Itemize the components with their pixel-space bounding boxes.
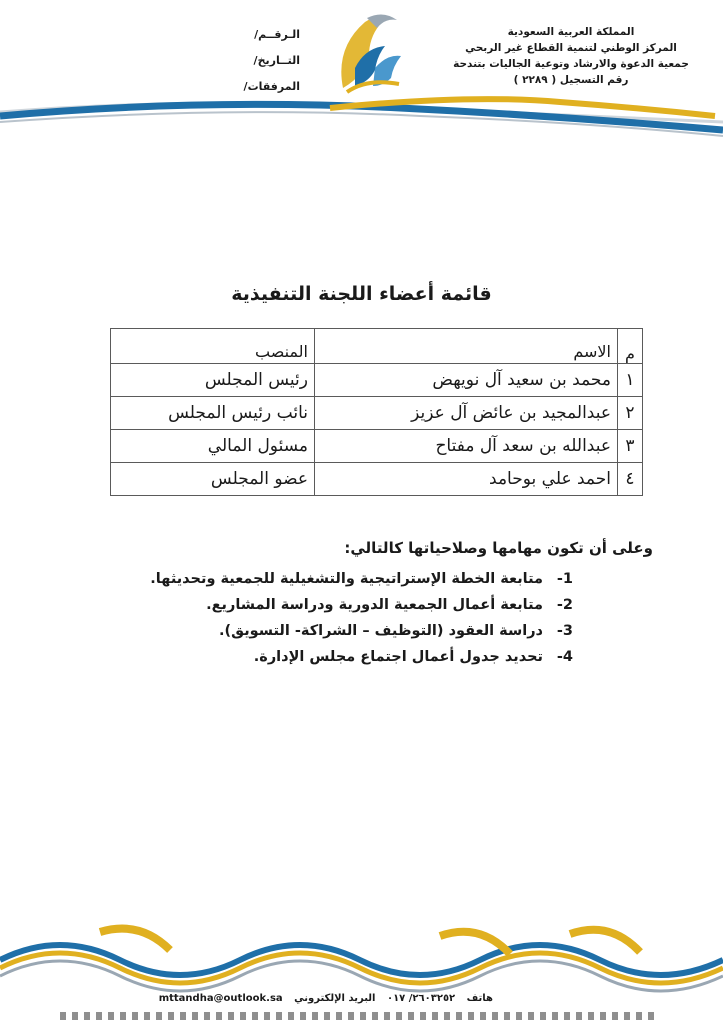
duties-intro: وعلى أن تكون مهامها وصلاحياتها كالتالي: <box>344 539 653 557</box>
table-row <box>111 364 643 397</box>
table-row <box>111 397 643 430</box>
reference-number-label: الـرقــم/ <box>254 28 300 41</box>
footer-wave-decoration <box>0 920 723 995</box>
row-number: ٤ <box>618 463 643 496</box>
document-meta <box>210 22 300 100</box>
item-text: دراسة العقود (التوظيف – الشراكة- التسويق). <box>219 623 543 639</box>
item-text: متابعة الخطة الإستراتيجية والتشغيلية للجمعية وتحديثها. <box>150 571 543 587</box>
organization-header <box>441 24 701 88</box>
header-position: المنصب <box>111 329 315 364</box>
header-number: م <box>618 329 643 364</box>
member-name: عبدالمجيد بن عائض آل عزيز <box>315 397 618 430</box>
attachments-label: المرفقات/ <box>243 80 300 93</box>
member-name: محمد بن سعيد آل نويهض <box>315 364 618 397</box>
item-number: 2- <box>556 597 573 613</box>
member-position: عضو المجلس <box>111 463 315 496</box>
list-item <box>150 566 573 592</box>
item-number: 3- <box>556 623 573 639</box>
footer-cut-line <box>60 1012 660 1020</box>
item-number: 1- <box>556 571 573 587</box>
item-number: 4- <box>556 649 573 665</box>
phone-number: ٢٦٠٣٢٥٢/ ٠١٧ <box>386 993 456 1004</box>
member-position: رئيس المجلس <box>111 364 315 397</box>
org-line: جمعية الدعوة والارشاد وتوعية الجاليات بتندحة <box>453 58 689 70</box>
item-text: متابعة أعمال الجمعية الدورية ودراسة المشاريع. <box>206 597 543 613</box>
org-line: المملكة العربية السعودية <box>507 26 635 38</box>
member-position: مسئول المالي <box>111 430 315 463</box>
date-label: التــاريخ/ <box>253 54 300 67</box>
list-item <box>150 618 573 644</box>
footer-contact <box>151 993 493 1004</box>
list-item <box>150 592 573 618</box>
member-name: عبدالله بن سعد آل مفتاح <box>315 430 618 463</box>
page-title: قائمة أعضاء اللجنة التنفيذية <box>231 283 492 305</box>
row-number: ١ <box>618 364 643 397</box>
table-row <box>111 430 643 463</box>
committee-members-table <box>110 328 643 496</box>
table-header-row <box>111 329 643 364</box>
org-line: المركز الوطني لتنمية القطاع غير الربحي <box>465 42 677 54</box>
row-number: ٢ <box>618 397 643 430</box>
org-line: رقم التسجيل ( ٢٢٨٩ ) <box>513 74 629 86</box>
header-name: الاسم <box>315 329 618 364</box>
association-logo <box>325 8 410 103</box>
member-name: احمد علي بوحامد <box>315 463 618 496</box>
phone-label: هاتف <box>466 993 493 1004</box>
member-position: نائب رئيس المجلس <box>111 397 315 430</box>
table-row <box>111 463 643 496</box>
row-number: ٣ <box>618 430 643 463</box>
header-wave-decoration <box>0 92 723 142</box>
duties-list <box>150 566 573 670</box>
list-item <box>150 644 573 670</box>
item-text: تحديد جدول أعمال اجتماع مجلس الإدارة. <box>253 649 543 665</box>
email-address: mttandha@outlook.sa <box>158 993 283 1004</box>
email-label: البريد الإلكتروني <box>294 993 376 1004</box>
